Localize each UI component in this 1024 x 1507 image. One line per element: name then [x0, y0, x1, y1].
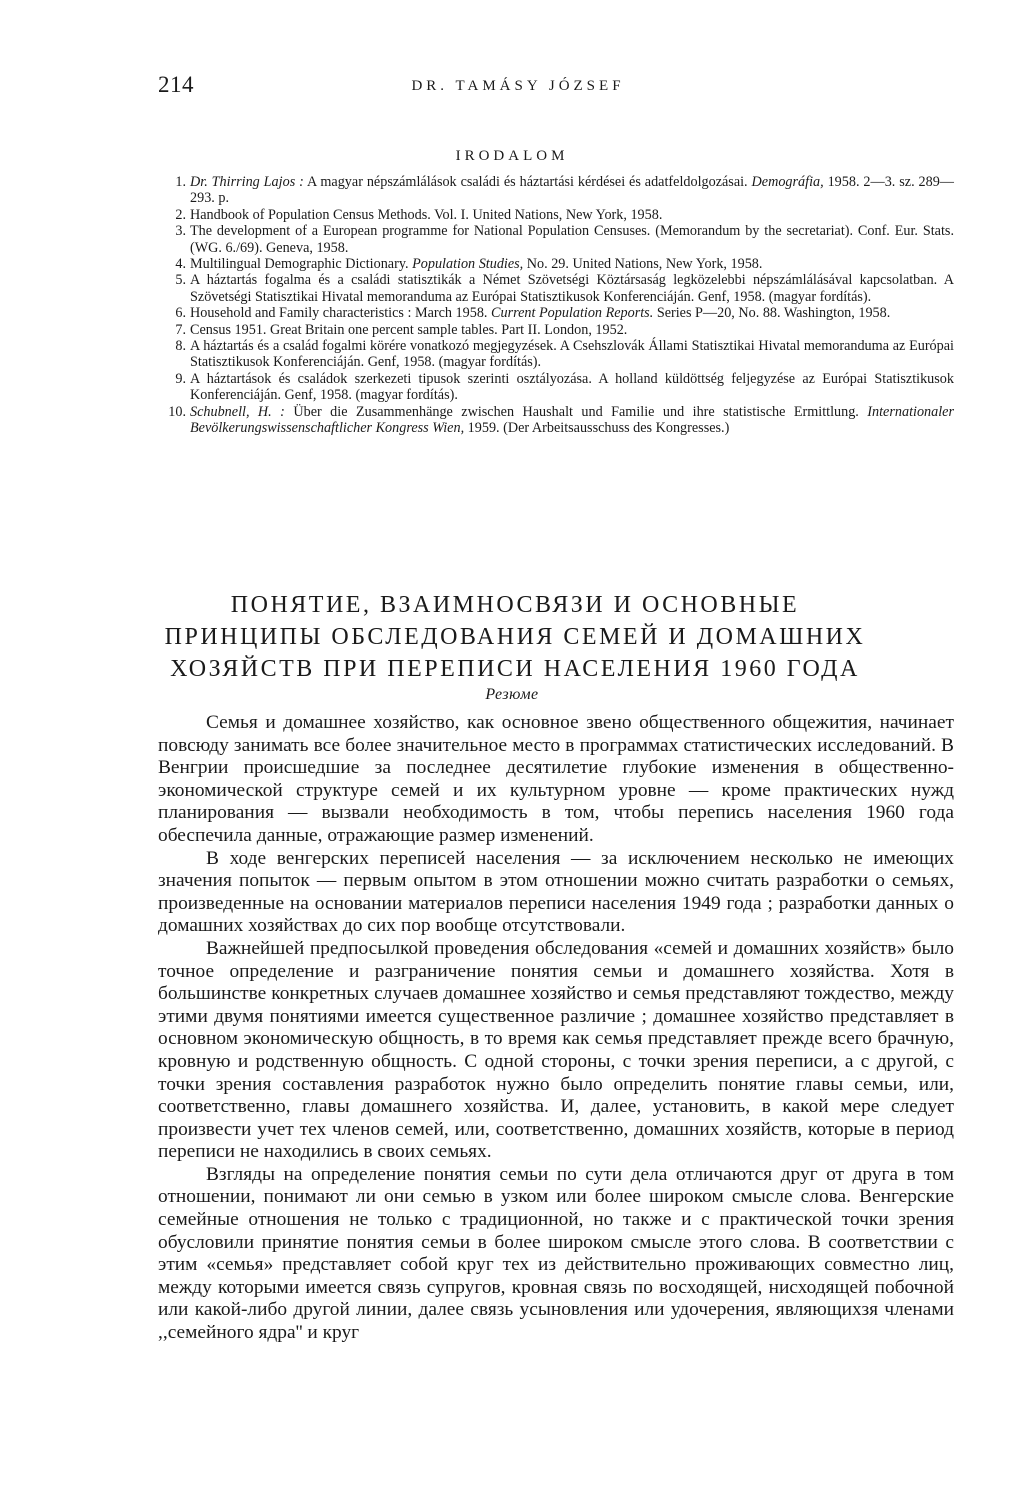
reference-text: 1958. 2—3. sz. 289—293. p.	[190, 174, 954, 207]
reference-number: 9.	[175, 370, 186, 387]
reference-italic-text: Schubnell, H. :	[190, 403, 285, 420]
reference-number: 6.	[175, 305, 186, 322]
reference-item	[170, 256, 954, 272]
reference-item	[170, 223, 954, 256]
reference-text: The development of a European programme for National Population Censuses. (Memorandum by the secretariat). Conf. Eur. Stats. (WG. 6./69). Geneva, 1958.	[190, 223, 954, 256]
reference-text: Series P—20, No. 88. Washington, 1958.	[653, 305, 891, 322]
reference-text: Handbook of Population Census Methods. Vol. I. United Nations, New York, 1958.	[190, 206, 663, 223]
reference-number: 2.	[175, 206, 186, 223]
reference-italic-text: Demográfia,	[751, 174, 824, 190]
reference-text: Multilingual Demographic Dictionary.	[190, 256, 413, 273]
reference-item	[170, 272, 954, 305]
summary-body	[158, 712, 954, 1345]
running-header-author: DR. TAMÁSY JÓZSEF	[411, 78, 625, 94]
references-heading: IRODALOM	[455, 148, 569, 164]
reference-item	[170, 371, 954, 404]
summary-paragraph: В ходе венгерских переписей населения — за исключением несколько не имеющих значения попыток — первым опытом в этом отношении можно считать разработки о семьях, произведенные на основании материалов переписи населения 1949 года ; разработки данных о домашних хозяйствах до сих пор вообще отсутствовали.	[158, 847, 954, 937]
reference-item	[170, 174, 954, 207]
summary-title-line: ПРИНЦИПЫ ОБСЛЕДОВАНИЯ СЕМЕЙ И ДОМАШНИХ	[164, 624, 866, 650]
reference-text: A háztartások és családok szerkezeti tipusok szerinti osztályozása. A holland küldöttség feljegyzése az Európai Statisztikusok Konferenciáján. Genf, 1958. (magyar fordítás).	[190, 370, 954, 404]
reference-item	[170, 305, 954, 321]
reference-italic-text: Current Population Reports.	[491, 305, 654, 322]
reference-number: 5.	[175, 272, 186, 289]
reference-text: 1959. (Der Arbeitsausschuss des Kongresses.)	[464, 420, 730, 437]
reference-number: 8.	[175, 338, 186, 355]
summary-paragraph: Взгляды на определение понятия семьи по сути дела отличаются друг от друга в том отношении, понимают ли они семью в узком или более широком смысле слова. Венгерские семейные отношения не только с традиционной, но также и с практической точки зрения обусловили принятие понятия семьи в более широком смысле этого слова. В соответствии с этим «семья» представляет собой круг тех из действительно проживающих совместно лиц, между которыми имеется связь супругов, кровная связь по восходящей, нисходящей побочной или какой-либо другой линии, далее связь усыновления или удочерения, являющихзя членами ,,семейного ядра'' и круг	[158, 1163, 954, 1344]
reference-list	[170, 174, 954, 437]
summary-label: Резюме	[485, 686, 539, 703]
reference-item	[170, 207, 954, 223]
reference-item	[170, 322, 954, 338]
reference-text: A háztartás és a család fogalmi körére vonatkozó megjegyzések. A Csehszlovák Állami Statisztikai Hivatal memoranduma az Európai Statisztikusok Konferenciáján. Genf, 1958. (magyar fordítás).	[190, 338, 954, 371]
running-header	[158, 72, 878, 106]
summary-title	[110, 589, 920, 685]
reference-italic-text: Population Studies,	[412, 256, 524, 273]
reference-text: No. 29. United Nations, New York, 1958.	[523, 256, 763, 273]
reference-text: Census 1951. Great Britain one percent sample tables. Part II. London, 1952.	[190, 321, 628, 338]
reference-number: 1.	[175, 174, 186, 190]
page-number: 214	[158, 72, 194, 97]
reference-item	[170, 404, 954, 437]
reference-text: A háztartás fogalma és a családi statisztikák a Német Szövetségi Köztársaság legközelebbi népszámlálásával kapcsolatban. A Szövetségi Statisztikai Hivatal memoranduma az Európai Statisztikusok Konferenciáján. Genf, 1958. (magyar fordítás).	[190, 272, 954, 305]
reference-text: Household and Family characteristics : March 1958.	[190, 305, 492, 322]
summary-title-line: ХОЗЯЙСТВ ПРИ ПЕРЕПИСИ НАСЕЛЕНИЯ 1960 ГОДА	[170, 656, 860, 682]
reference-number: 10.	[168, 403, 186, 420]
reference-italic-text: Internationaler Bevölkerungswissenschaftlicher Kongress Wien,	[190, 403, 954, 437]
reference-text: Über die Zusammenhänge zwischen Haushalt und Familie und ihre statistische Ermittlung.	[284, 403, 868, 420]
reference-number: 7.	[175, 321, 186, 338]
summary-paragraph: Семья и домашнее хозяйство, как основное звено общественного общежития, начинает повсюду занимать все более значительное место в программах статистических исследований. В Венгрии происшедшие за последнее десятилетие глубокие изменения в общественно-экономической структуре семей и их культурном уровне — кроме практических нужд планирования — вызвали необходимость в том, чтобы перепись населения 1960 года обеспечила данные, отражающие размер изменений.	[158, 712, 954, 846]
reference-number: 4.	[175, 256, 186, 273]
reference-number: 3.	[175, 223, 186, 240]
summary-paragraph: Важнейшей предпосылкой проведения обследования «семей и домашних хозяйств» было точное определение и разграничение понятия семьи и домашнего хозяйства. Хотя в большинстве конкретных случаев домашнее хозяйство и семья представляют тождество, между этими двумя понятиями имеется существенное различие ; домашнее хозяйство представляет в основном экономическую общность, в то время как семья представляет прежде всего брачную, кровную и родственную общность. С одной стороны, с точки зрения переписи, а с другой, с точки зрения составления разработок нужно было определить понятие главы семьи, или, соответственно, главы домашнего хозяйства. И, далее, установить, в какой мере следует произвести учет тех членов семей, или, соответственно, домашних хозяйств, которые в период переписи не находились в своих семьях.	[158, 937, 954, 1163]
reference-text: A magyar népszámlálások családi és háztartási kérdései és adatfeldolgozásai.	[303, 174, 752, 190]
reference-item	[170, 338, 954, 371]
summary-title-line: ПОНЯТИЕ, ВЗАИМНОСВЯЗИ И ОСНОВНЫЕ	[230, 592, 800, 618]
reference-italic-text: Dr. Thirring Lajos :	[190, 174, 304, 190]
